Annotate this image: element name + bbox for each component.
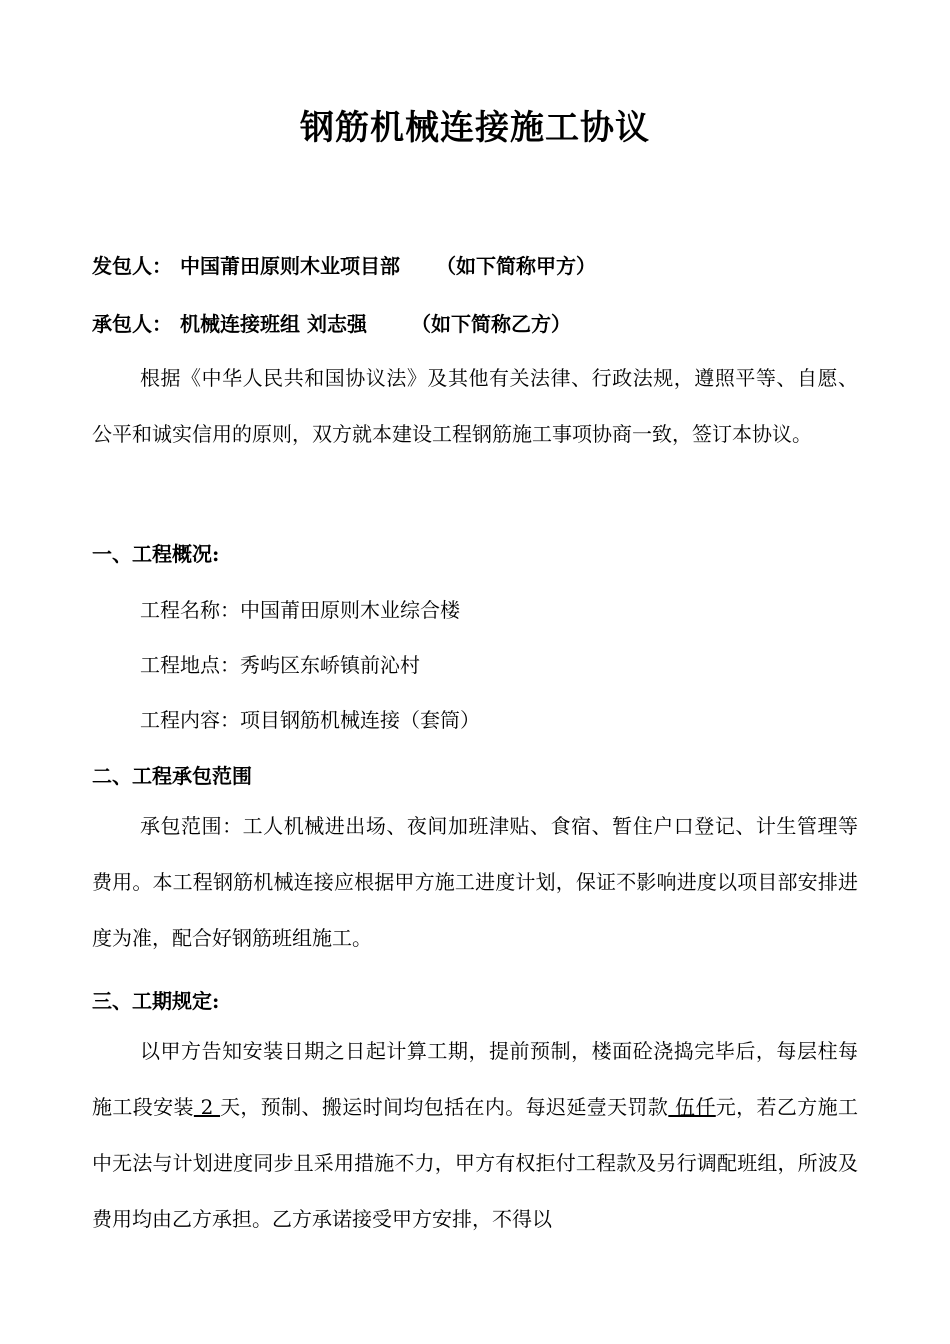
- section3-text-part3: 元，若乙方施工中无法与计划进度同步且采用措施不力，甲方有权拒付工程款及另行调配班组，所波及费用均由乙方承担。乙方承诺接受甲方安排，不得以: [92, 1095, 859, 1231]
- section1-heading: 一、工程概况:: [92, 542, 220, 566]
- employer-name: 中国莆田原则木业项目部: [180, 254, 400, 278]
- section2-heading: 二、工程承包范围: [92, 764, 252, 788]
- contractor-name: 机械连接班组 刘志强: [180, 312, 367, 336]
- contractor-line: [92, 308, 858, 337]
- section3-paragraph: [92, 1023, 858, 1247]
- days-value: 2: [193, 1095, 221, 1119]
- penalty-amount: 伍仟: [668, 1095, 716, 1119]
- contractor-label: 承包人：: [92, 312, 172, 336]
- preamble-paragraph: 根据《中华人民共和国协议法》及其他有关法律、行政法规，遵照平等、自愿、公平和诚实信用的原则，双方就本建设工程钢筋施工事项协商一致，签订本协议。: [92, 366, 858, 446]
- section2-paragraph: 承包范围：工人机械进出场、夜间加班津贴、食宿、暂住户口登记、计生管理等费用。本工程钢筋机械连接应根据甲方施工进度计划，保证不影响进度以项目部安排进度为准，配合好钢筋班组施工。: [92, 814, 858, 950]
- employer-label: 发包人：: [92, 254, 172, 278]
- document-title: 钢筋机械连接施工协议: [300, 108, 650, 148]
- employer-note: （如下简称甲方）: [436, 254, 596, 278]
- contractor-note: （如下简称乙方）: [410, 312, 571, 336]
- project-name-item: 工程名称：中国莆田原则木业综合楼: [140, 598, 460, 622]
- section3-text-part1: 以甲方告知安装日期之日起计算工期，提前预制，楼面砼浇捣完毕后，每层柱每施工段安装: [92, 1039, 858, 1119]
- employer-line: [92, 250, 858, 279]
- project-content-item: 工程内容：项目钢筋机械连接（套筒）: [140, 708, 480, 732]
- section3-text-part2: 天，预制、搬运时间均包括在内。每迟延壹天罚款: [220, 1095, 669, 1119]
- section3-heading: 三、工期规定:: [92, 989, 220, 1013]
- project-location-item: 工程地点：秀屿区东峤镇前沁村: [140, 653, 420, 677]
